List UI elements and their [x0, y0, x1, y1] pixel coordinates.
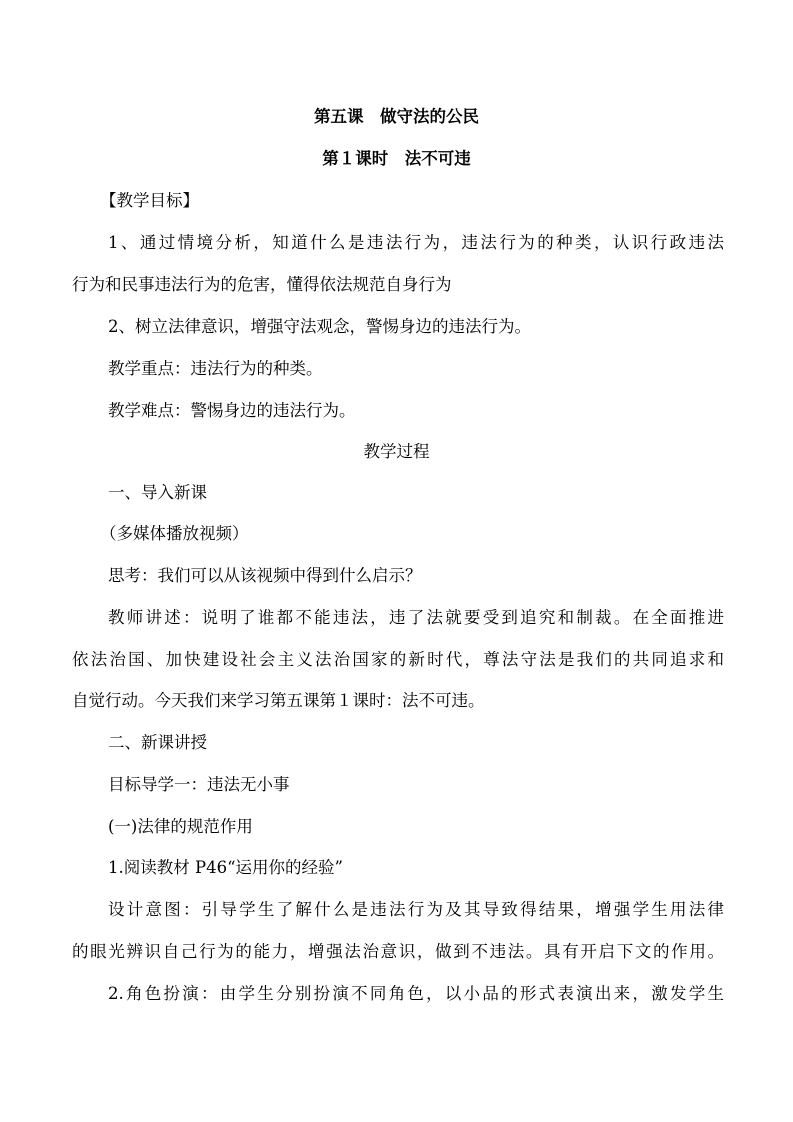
key-point: 教学重点：违法行为的种类。: [108, 359, 323, 378]
objective-2: 2、树立法律意识，增强守法观念，警惕身边的违法行为。: [108, 317, 531, 336]
teacher-line-3: 自觉行动。今天我们来学习第五课第１课时：法不可违。: [72, 691, 485, 710]
goal-1: 目标导学一：违法无小事: [108, 775, 290, 794]
section-2-heading: 二、新课讲授: [108, 733, 207, 752]
objectives-heading: 【教学目标】: [100, 191, 199, 210]
difficult-point: 教学难点：警惕身边的违法行为。: [108, 401, 356, 420]
process-heading: 教学过程: [363, 442, 430, 461]
teacher-line-2: 依法治国、加快建设社会主义法治国家的新时代，尊法守法是我们的共同追求和: [72, 650, 724, 669]
reading-item: 1.阅读教材 P46“运用你的经验”: [108, 858, 343, 877]
section-1-heading: 一、导入新课: [108, 483, 207, 502]
design-line-2: 的眼光辨识自己行为的能力，增强法治意识，做到不违法。具有开启下文的作用。: [72, 942, 724, 961]
lesson-title: 第五课 做守法的公民: [314, 107, 479, 126]
role-play-line: 2.角色扮演：由学生分别扮演不同角色，以小品的形式表演出来，激发学生: [108, 984, 724, 1003]
objective-1-line-1: 1、通过情境分析，知道什么是违法行为，违法行为的种类，认识行政违法: [108, 233, 724, 252]
subsection-1: (一)法律的规范作用: [108, 817, 253, 836]
design-line-1: 设计意图：引导学生了解什么是违法行为及其导致得结果，增强学生用法律: [108, 900, 724, 919]
teacher-line-1: 教师讲述：说明了谁都不能违法，违了法就要受到追究和制裁。在全面推进: [108, 608, 724, 627]
session-title: 第１课时 法不可违: [322, 149, 471, 168]
objective-1-line-2: 行为和民事违法行为的危害，懂得依法规范自身行为: [72, 275, 452, 294]
think-question: 思考：我们可以从该视频中得到什么启示？: [108, 566, 422, 585]
multimedia-note: （多媒体播放视频）: [100, 524, 249, 543]
